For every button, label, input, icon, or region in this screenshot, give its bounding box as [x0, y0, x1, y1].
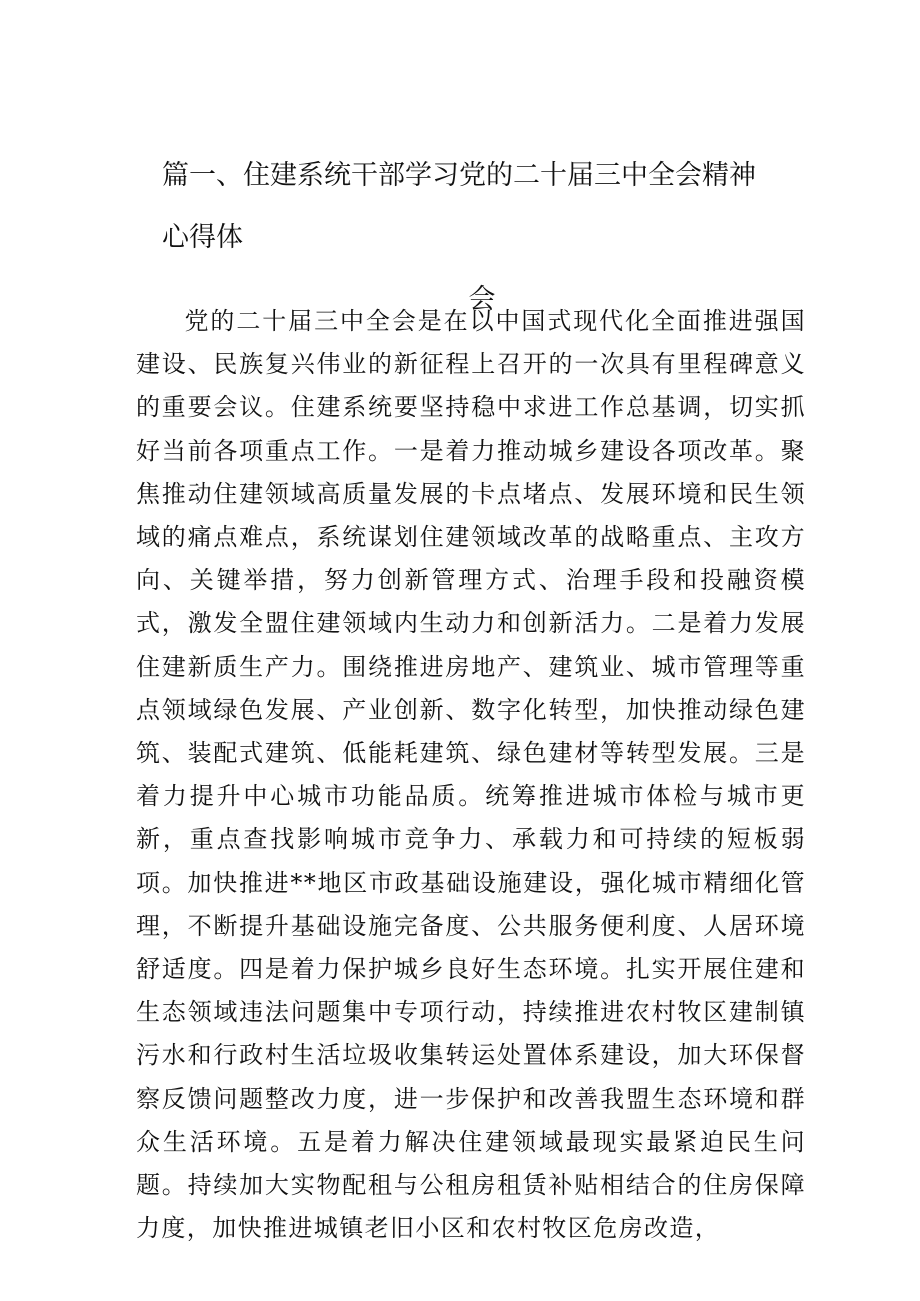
- body-paragraph: [136, 300, 806, 1250]
- title-line-2: 会: [468, 284, 496, 315]
- title-line-1: 篇一、住建系统干部学习党的二十届三中全会精神心得体: [162, 160, 756, 253]
- paragraph-text: 党的二十届三中全会是在以中国式现代化全面推进强国建设、民族复兴伟业的新征程上召开的一次具有里程碑意义的重要会议。住建系统要坚持稳中求进工作总基调，切实抓好当前各项重点工作。一是着力推动城乡建设各项改革。聚焦推动住建领域高质量发展的卡点堵点、发展环境和民生领域的痛点难点，系统谋划住建领域改革的战略重点、主攻方向、关键举措，努力创新管理方式、治理手段和投融资模式，激发全盟住建领域内生动力和创新活力。二是着力发展住建新质生产力。围绕推进房地产、建筑业、城市管理等重点领域绿色发展、产业创新、数字化转型，加快推动绿色建筑、装配式建筑、低能耗建筑、绿色建材等转型发展。三是着力提升中心城市功能品质。统筹推进城市体检与城市更新，重点查找影响城市竞争力、承载力和可持续的短板弱项。加快推进**地区市政基础设施建设，强化城市精细化管理，不断提升基础设施完备度、公共服务便利度、人居环境舒适度。四是着力保护城乡良好生态环境。扎实开展住建和生态领域违法问题集中专项行动，持续推进农村牧区建制镇污水和行政村生活垃圾收集转运处置体系建设，加大环保督察反馈问题整改力度，进一步保护和改善我盟生态环境和群众生活环境。五是着力解决住建领域最现实最紧迫民生问题。持续加大实物配租与公租房租赁补贴相结合的住房保障力度，加快推进城镇老旧小区和农村牧区危房改造，: [136, 307, 806, 1243]
